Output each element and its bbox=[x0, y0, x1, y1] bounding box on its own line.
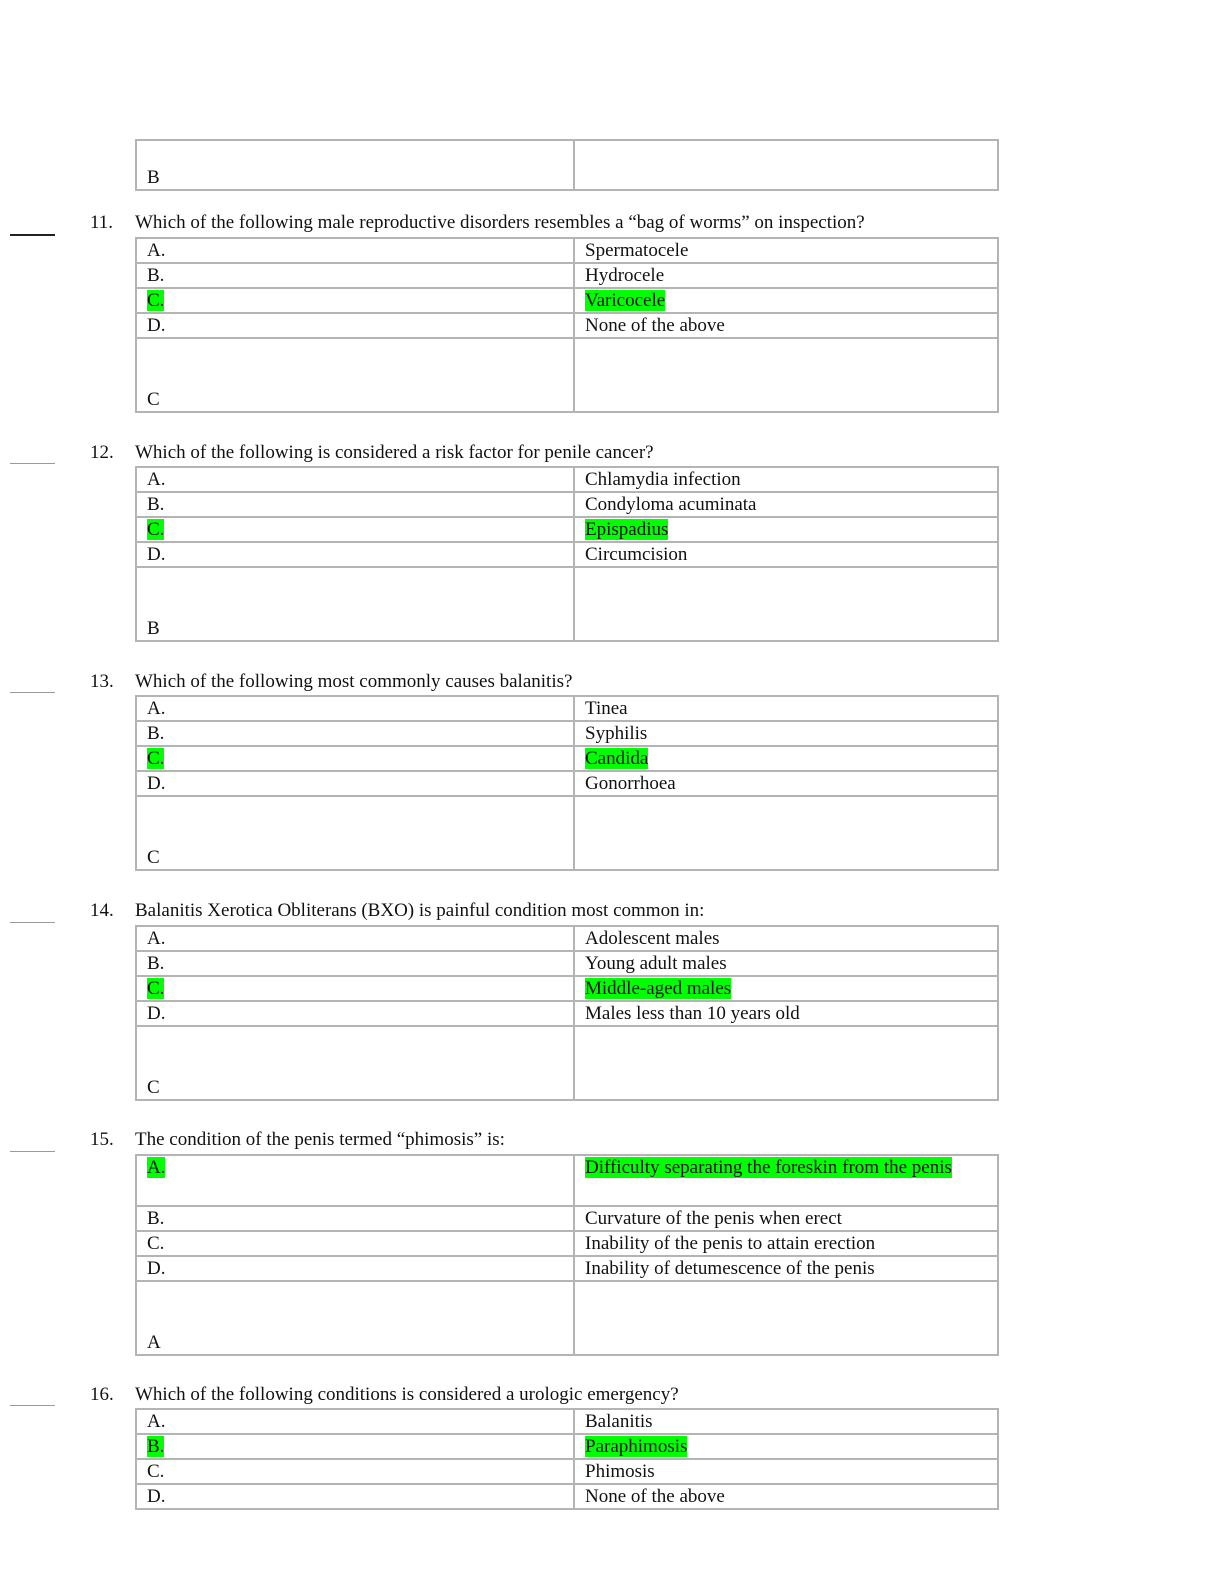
question-number: 14. bbox=[90, 900, 114, 921]
option-text-cell bbox=[574, 517, 998, 542]
option-row bbox=[136, 1459, 998, 1484]
option-text: Middle-aged males bbox=[585, 978, 732, 999]
option-letter-cell bbox=[136, 517, 574, 542]
option-row bbox=[136, 1001, 998, 1026]
answer-key: C bbox=[147, 389, 160, 410]
option-text-cell bbox=[574, 1459, 998, 1484]
option-letter-cell bbox=[136, 1434, 574, 1459]
question-title bbox=[90, 1384, 679, 1406]
answer-row bbox=[136, 1281, 998, 1355]
option-text-cell bbox=[574, 926, 998, 951]
option-text: Adolescent males bbox=[585, 928, 720, 949]
option-letter-cell bbox=[136, 926, 574, 951]
option-letter: B. bbox=[147, 723, 165, 744]
option-row bbox=[136, 492, 998, 517]
option-text-cell bbox=[574, 467, 998, 492]
option-text: Syphilis bbox=[585, 723, 648, 744]
option-text: None of the above bbox=[585, 315, 725, 336]
question-number: 13. bbox=[90, 671, 114, 692]
option-row bbox=[136, 1206, 998, 1231]
option-letter: D. bbox=[147, 1486, 166, 1507]
option-letter: A. bbox=[147, 469, 166, 490]
answer-key: C bbox=[147, 1077, 160, 1098]
option-letter: A. bbox=[147, 1157, 166, 1178]
option-row bbox=[136, 926, 998, 951]
question-number: 15. bbox=[90, 1129, 114, 1150]
answer-cell bbox=[136, 338, 574, 412]
empty-cell bbox=[574, 140, 998, 190]
question-text: Which of the following conditions is considered a urologic emergency? bbox=[135, 1384, 679, 1405]
option-text: Chlamydia infection bbox=[585, 469, 741, 490]
answer-blank-line bbox=[10, 692, 55, 693]
option-row bbox=[136, 288, 998, 313]
option-row bbox=[136, 467, 998, 492]
option-letter-cell bbox=[136, 771, 574, 796]
option-text-cell bbox=[574, 1231, 998, 1256]
option-text: Curvature of the penis when erect bbox=[585, 1208, 842, 1229]
option-text-cell bbox=[574, 746, 998, 771]
option-letter-cell bbox=[136, 467, 574, 492]
option-letter: D. bbox=[147, 1003, 166, 1024]
question-text: Which of the following most commonly causes balanitis? bbox=[135, 671, 573, 692]
answer-blank-line bbox=[10, 922, 55, 923]
question-title bbox=[90, 212, 865, 234]
answer-key: A bbox=[147, 1332, 161, 1353]
empty-cell bbox=[574, 1281, 998, 1355]
option-letter-cell bbox=[136, 721, 574, 746]
question-title bbox=[90, 442, 654, 464]
option-row bbox=[136, 313, 998, 338]
option-row bbox=[136, 976, 998, 1001]
empty-cell bbox=[574, 1026, 998, 1100]
option-text-cell bbox=[574, 951, 998, 976]
previous-answer-cell bbox=[136, 140, 574, 190]
question-number: 16. bbox=[90, 1384, 114, 1405]
option-letter-cell bbox=[136, 1256, 574, 1281]
option-letter-cell bbox=[136, 542, 574, 567]
options-table bbox=[135, 1408, 999, 1510]
option-letter-cell bbox=[136, 1459, 574, 1484]
option-text-cell bbox=[574, 1409, 998, 1434]
option-letter-cell bbox=[136, 1206, 574, 1231]
option-row bbox=[136, 1256, 998, 1281]
option-row bbox=[136, 1231, 998, 1256]
option-text: Males less than 10 years old bbox=[585, 1003, 800, 1024]
option-letter-cell bbox=[136, 1409, 574, 1434]
answer-key: B bbox=[147, 618, 160, 639]
option-row bbox=[136, 746, 998, 771]
option-letter-cell bbox=[136, 1231, 574, 1256]
option-text-cell bbox=[574, 1206, 998, 1231]
options-table bbox=[135, 695, 999, 871]
option-letter-cell bbox=[136, 288, 574, 313]
options-table bbox=[135, 466, 999, 642]
option-text: Gonorrhoea bbox=[585, 773, 676, 794]
option-letter-cell bbox=[136, 1001, 574, 1026]
option-letter-cell bbox=[136, 746, 574, 771]
option-row bbox=[136, 1409, 998, 1434]
empty-cell bbox=[574, 338, 998, 412]
option-text: Hydrocele bbox=[585, 265, 665, 286]
option-text-cell bbox=[574, 238, 998, 263]
option-letter: D. bbox=[147, 544, 166, 565]
option-text-cell bbox=[574, 263, 998, 288]
option-letter: B. bbox=[147, 953, 165, 974]
question-text: Which of the following is considered a risk factor for penile cancer? bbox=[135, 442, 654, 463]
option-letter: A. bbox=[147, 928, 166, 949]
question-text: Balanitis Xerotica Obliterans (BXO) is painful condition most common in: bbox=[135, 900, 705, 921]
option-text: Epispadius bbox=[585, 519, 669, 540]
options-table bbox=[135, 1154, 999, 1356]
option-text: Inability of the penis to attain erection bbox=[585, 1233, 876, 1254]
option-text: Paraphimosis bbox=[585, 1436, 688, 1457]
option-letter: C. bbox=[147, 290, 165, 311]
question-title bbox=[90, 671, 572, 693]
option-text: Difficulty separating the foreskin from the penis bbox=[585, 1157, 952, 1178]
option-letter: C. bbox=[147, 1461, 165, 1482]
option-row bbox=[136, 721, 998, 746]
option-row bbox=[136, 263, 998, 288]
answer-blank-line bbox=[10, 1151, 55, 1152]
option-text: Tinea bbox=[585, 698, 628, 719]
option-letter-cell bbox=[136, 951, 574, 976]
option-letter: A. bbox=[147, 240, 166, 261]
option-text-cell bbox=[574, 1256, 998, 1281]
option-letter-cell bbox=[136, 696, 574, 721]
option-letter: D. bbox=[147, 1258, 166, 1279]
option-text: Young adult males bbox=[585, 953, 727, 974]
option-text-cell bbox=[574, 1484, 998, 1509]
answer-cell bbox=[136, 1026, 574, 1100]
answer-key: C bbox=[147, 847, 160, 868]
options-table bbox=[135, 237, 999, 413]
option-row bbox=[136, 771, 998, 796]
previous-answer-table bbox=[135, 139, 999, 191]
option-text-cell bbox=[574, 492, 998, 517]
option-text-cell bbox=[574, 542, 998, 567]
previous-answer: B bbox=[147, 167, 160, 188]
question-title bbox=[90, 1129, 505, 1151]
option-row bbox=[136, 542, 998, 567]
option-letter-cell bbox=[136, 263, 574, 288]
option-text: Candida bbox=[585, 748, 649, 769]
answer-row bbox=[136, 796, 998, 870]
option-letter: A. bbox=[147, 1411, 166, 1432]
answer-row bbox=[136, 567, 998, 641]
answer-blank-line bbox=[10, 463, 55, 464]
answer-cell bbox=[136, 1281, 574, 1355]
option-row bbox=[136, 1434, 998, 1459]
option-letter: C. bbox=[147, 519, 165, 540]
option-letter: B. bbox=[147, 1436, 165, 1457]
answer-blank-line bbox=[10, 234, 55, 236]
option-letter: C. bbox=[147, 748, 165, 769]
option-text-cell bbox=[574, 1155, 998, 1206]
option-text: Condyloma acuminata bbox=[585, 494, 757, 515]
option-text-cell bbox=[574, 696, 998, 721]
option-text: Phimosis bbox=[585, 1461, 655, 1482]
option-letter-cell bbox=[136, 492, 574, 517]
question-text: The condition of the penis termed “phimosis” is: bbox=[135, 1129, 505, 1150]
option-text: Balanitis bbox=[585, 1411, 653, 1432]
option-text-cell bbox=[574, 721, 998, 746]
option-letter: B. bbox=[147, 265, 165, 286]
option-text: None of the above bbox=[585, 1486, 725, 1507]
option-row bbox=[136, 1484, 998, 1509]
option-text: Circumcision bbox=[585, 544, 688, 565]
option-text: Spermatocele bbox=[585, 240, 689, 261]
option-text-cell bbox=[574, 1001, 998, 1026]
option-letter: B. bbox=[147, 494, 165, 515]
option-letter: D. bbox=[147, 773, 166, 794]
question-number: 12. bbox=[90, 442, 114, 463]
option-letter-cell bbox=[136, 1484, 574, 1509]
option-letter: A. bbox=[147, 698, 166, 719]
option-letter: B. bbox=[147, 1208, 165, 1229]
option-text-cell bbox=[574, 771, 998, 796]
option-text-cell bbox=[574, 976, 998, 1001]
option-row bbox=[136, 1155, 998, 1206]
question-title bbox=[90, 900, 704, 922]
answer-cell bbox=[136, 796, 574, 870]
option-letter-cell bbox=[136, 313, 574, 338]
options-table bbox=[135, 925, 999, 1101]
question-number: 11. bbox=[90, 212, 114, 233]
option-text-cell bbox=[574, 288, 998, 313]
option-letter: C. bbox=[147, 1233, 165, 1254]
option-row bbox=[136, 696, 998, 721]
question-text: Which of the following male reproductive disorders resembles a “bag of worms” on inspection? bbox=[135, 212, 865, 233]
answer-row bbox=[136, 338, 998, 412]
answer-cell bbox=[136, 567, 574, 641]
option-text-cell bbox=[574, 313, 998, 338]
empty-cell bbox=[574, 796, 998, 870]
option-text: Inability of detumescence of the penis bbox=[585, 1258, 875, 1279]
option-letter-cell bbox=[136, 1155, 574, 1206]
option-letter-cell bbox=[136, 976, 574, 1001]
answer-row bbox=[136, 1026, 998, 1100]
option-letter-cell bbox=[136, 238, 574, 263]
empty-cell bbox=[574, 567, 998, 641]
option-letter: D. bbox=[147, 315, 166, 336]
option-text: Varicocele bbox=[585, 290, 666, 311]
option-text-cell bbox=[574, 1434, 998, 1459]
option-letter: C. bbox=[147, 978, 165, 999]
option-row bbox=[136, 238, 998, 263]
option-row bbox=[136, 951, 998, 976]
answer-blank-line bbox=[10, 1405, 55, 1406]
option-row bbox=[136, 517, 998, 542]
